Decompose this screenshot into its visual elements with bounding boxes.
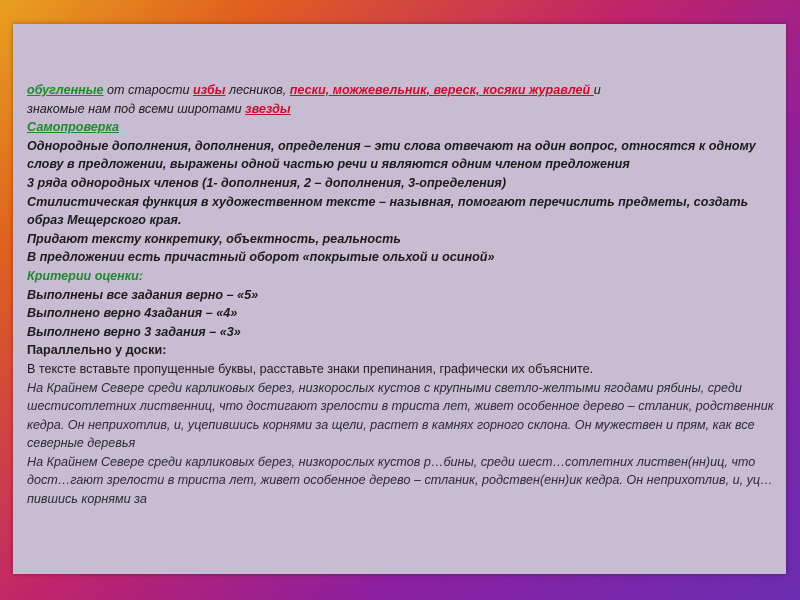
criteria-item: Выполнено верно 4задания – «4» (27, 306, 238, 321)
passage-full: На Крайнем Севере среди карликовых берез, низкорослых кустов с крупными светло-желтыми ягодами рябины, среди шестисотлетних лиственниц, что достигают зрелости в триста лет, живет особенное дерево – стланик, родственник кедра. Он неприхотлив, и, уцепившись корнями за щели, растет в камнях горного склона. Он мужествен и прям, как все северные деревья (27, 380, 774, 451)
slide-panel (13, 24, 786, 574)
text-fragment: и (593, 83, 601, 97)
board-heading: Параллельно у доски: (27, 343, 167, 358)
criteria-item: Выполнены все задания верно – «5» (27, 287, 259, 302)
highlight-word: избы (193, 83, 226, 97)
highlight-word: пески, можжевельник (289, 83, 427, 97)
highlight-word: звезды (245, 101, 291, 116)
answer-5: В предложении есть причастный оборот «покрытые ольхой и осиной» (27, 250, 495, 265)
highlight-word: , вереск, косяки журавлей (426, 83, 594, 97)
text-fragment: от старости (103, 83, 193, 97)
passage-gaps: На Крайнем Севере среди карликовых берез, низкорослых кустов р…бины, среди шест…сотлетних листвен(нн)иц, что дост…гают зрелости в триста лет, живет особенное дерево – стланик, родствен(енн)ик кедра. Он неприхотлив, и, уц…пившись корнями за (27, 454, 773, 507)
highlight-word: обугленные (27, 83, 104, 97)
criteria-item: Выполнено верно 3 задания – «3» (27, 324, 241, 339)
text-fragment: знакомые нам под всеми широтами (27, 101, 246, 116)
criteria-heading: Критерии оценки: (27, 268, 143, 283)
text-line-2 (27, 100, 775, 119)
board-task: В тексте вставьте пропущенные буквы, расставьте знаки препинания, графически их объясните. (27, 361, 594, 376)
answer-4: Придают тексту конкретику, объектность, реальность (27, 231, 401, 246)
slide-content (27, 81, 775, 509)
answer-3: Стилистическая функция в художественном тексте – назывная, помогают перечислить предметы, создать образ Мещерского края. (27, 194, 749, 228)
answer-1: Однородные дополнения, дополнения, определения – эти слова отвечают на один вопрос, относятся к одному слову в предложении, выражены одной частью речи и являются одним членом предложения (27, 138, 756, 172)
self-check-heading: Самопроверка (27, 120, 120, 135)
text-fragment: лесников, (225, 83, 290, 97)
answer-2: 3 ряда однородных членов (1- дополнения, 2 – дополнения, 3-определения) (27, 175, 507, 190)
text-line-1 (27, 81, 775, 100)
